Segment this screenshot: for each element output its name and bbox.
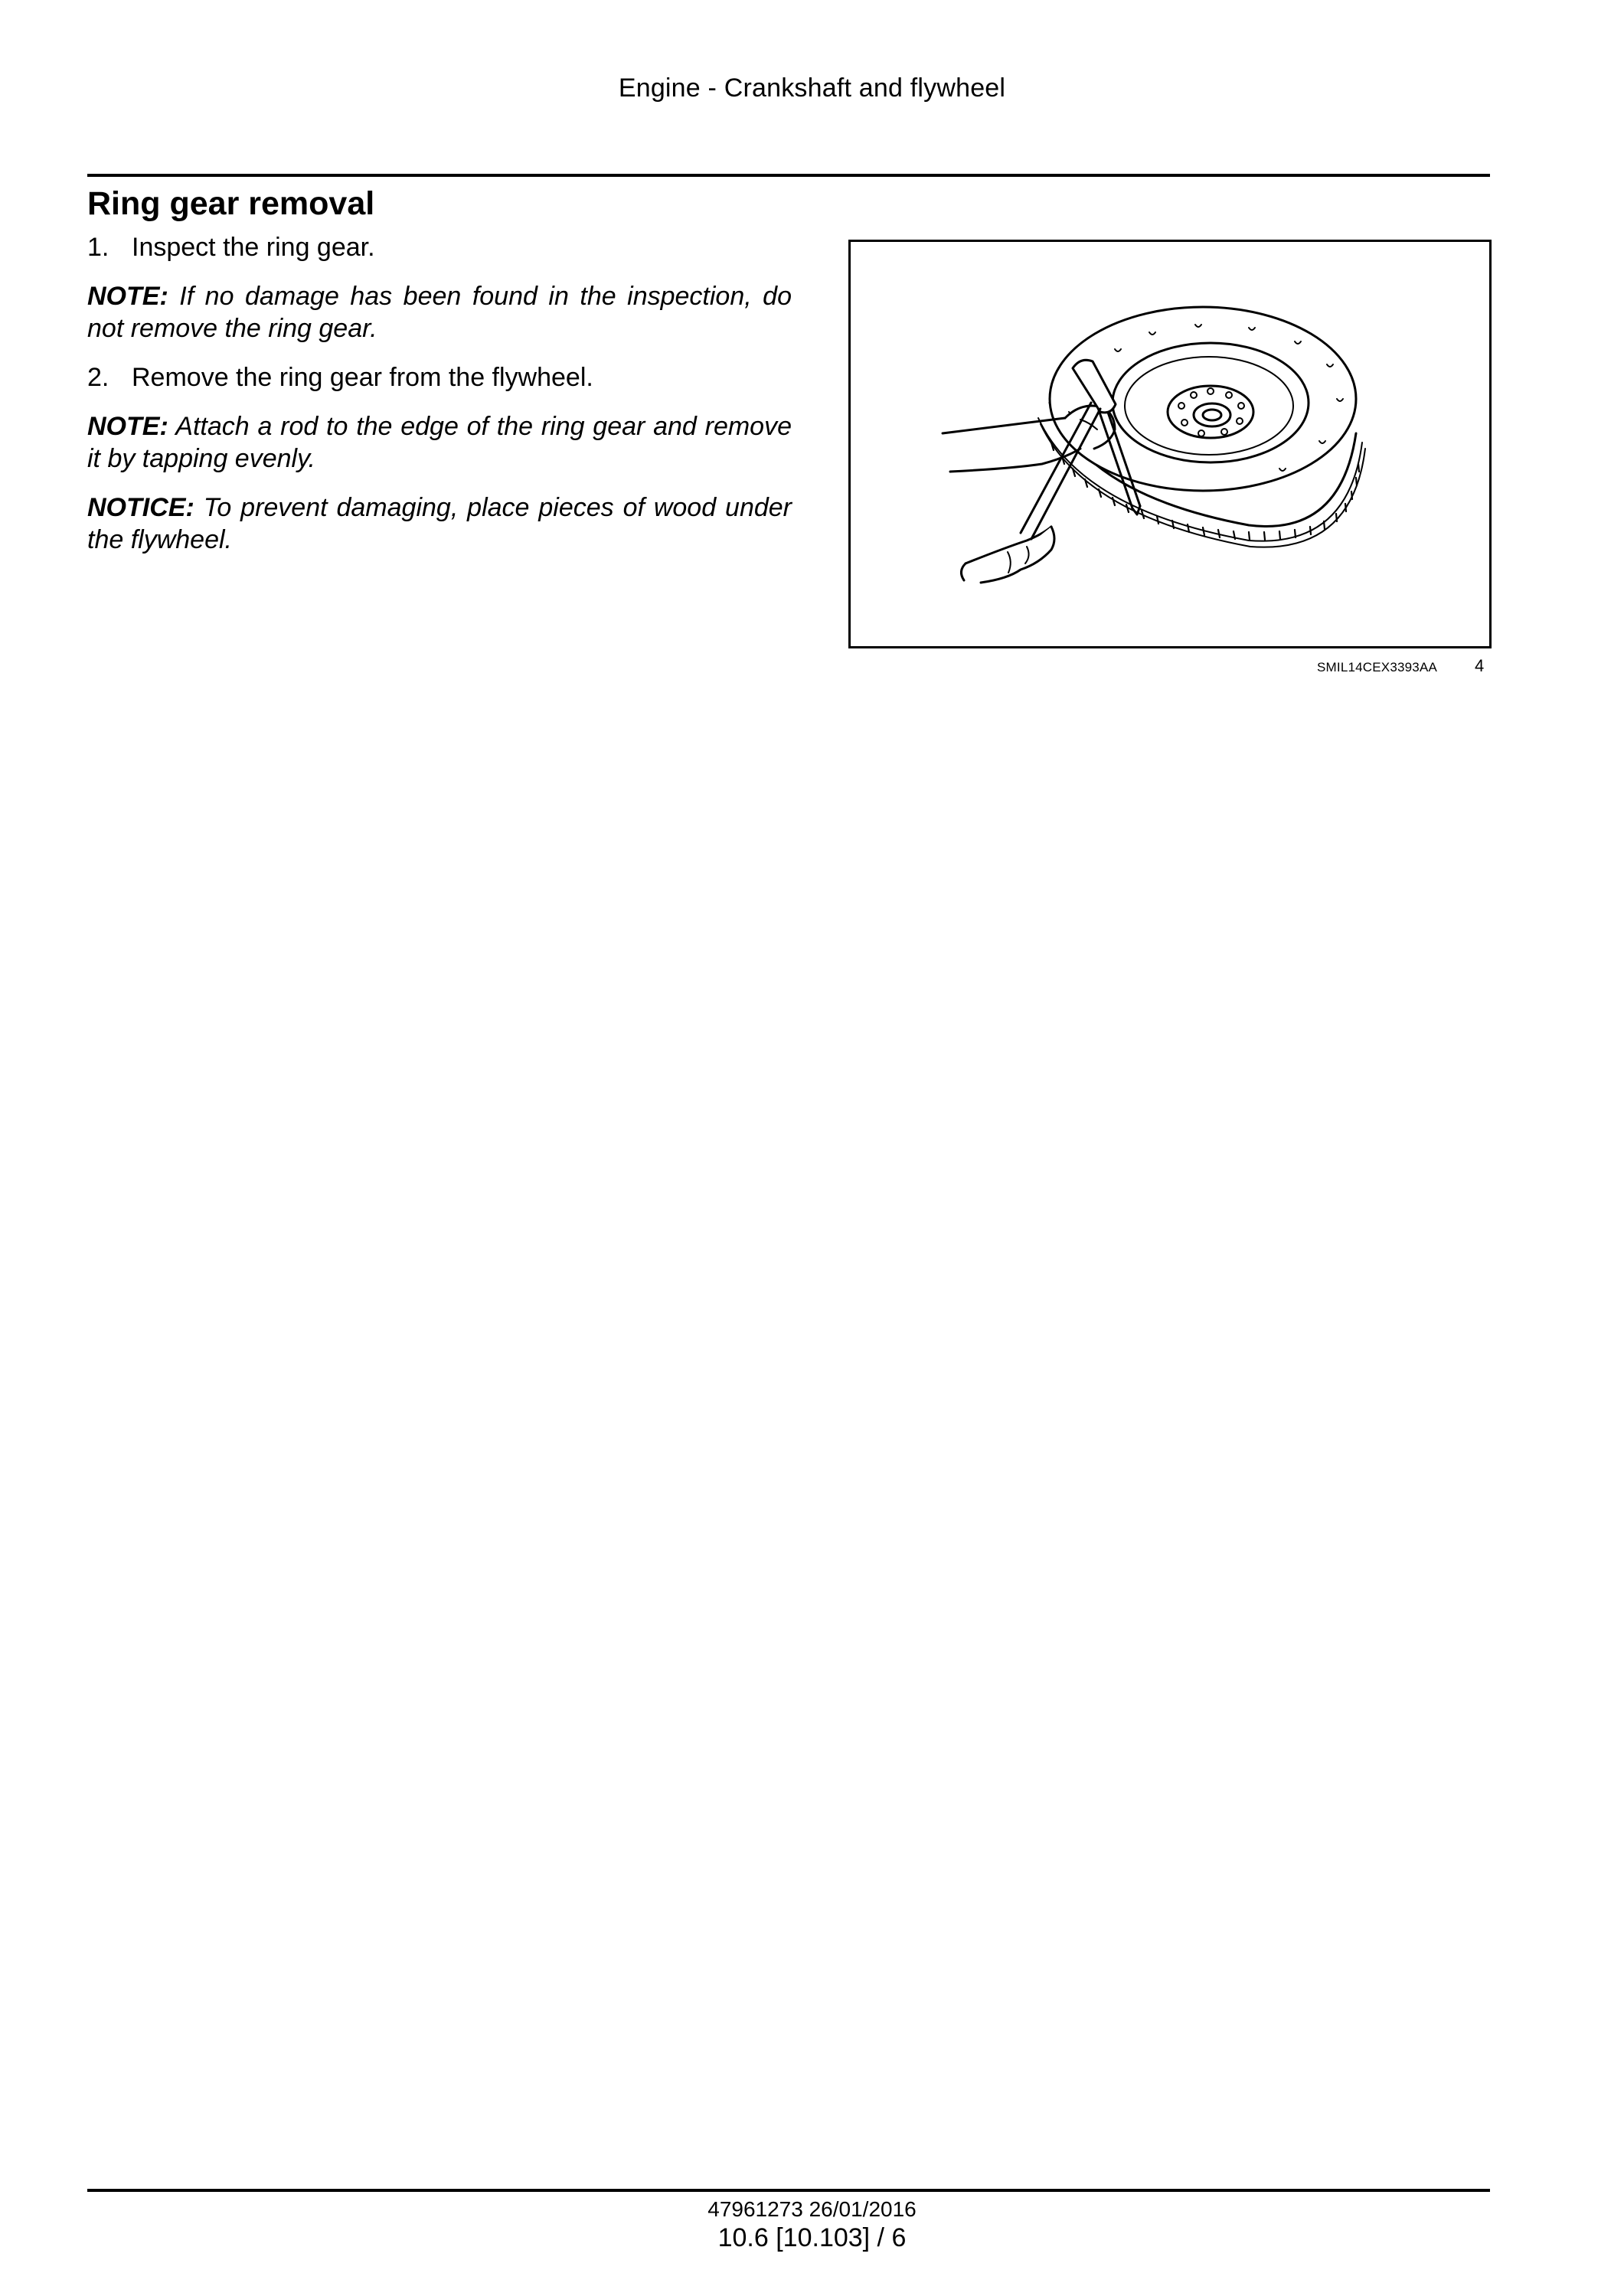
- flywheel-illustration: [851, 242, 1489, 646]
- step-1: [87, 231, 792, 263]
- note-label: NOTE:: [87, 412, 168, 441]
- note-2: [87, 410, 792, 475]
- section-title: Ring gear removal: [87, 185, 375, 222]
- notice-label: NOTICE:: [87, 493, 194, 522]
- page-header-title: Engine - Crankshaft and flywheel: [618, 73, 1006, 103]
- step-number: 1.: [87, 233, 109, 262]
- figure-number: 4: [1475, 656, 1485, 675]
- footer-doc-info: 47961273 26/01/2016: [707, 2197, 917, 2221]
- step-2: [87, 361, 792, 394]
- note-text: Attach a rod to the edge of the ring gear and remove it by tapping evenly.: [87, 412, 792, 473]
- step-text: Inspect the ring gear.: [132, 233, 375, 262]
- header-divider: [87, 174, 1490, 177]
- figure-frame: [848, 240, 1492, 648]
- step-text: Remove the ring gear from the flywheel.: [132, 363, 593, 392]
- notice: [87, 492, 792, 556]
- note-text: If no damage has been found in the inspection, do not remove the ring gear.: [87, 282, 792, 343]
- notice-text: To prevent damaging, place pieces of wood under the flywheel.: [87, 493, 792, 554]
- note-1: [87, 280, 792, 345]
- instructions-column: [87, 231, 792, 573]
- footer-divider: [87, 2189, 1490, 2192]
- note-label: NOTE:: [87, 282, 168, 311]
- footer-page-reference: 10.6 [10.103] / 6: [717, 2223, 907, 2252]
- step-number: 2.: [87, 363, 109, 392]
- figure-code: SMIL14CEX3393AA: [1317, 660, 1438, 674]
